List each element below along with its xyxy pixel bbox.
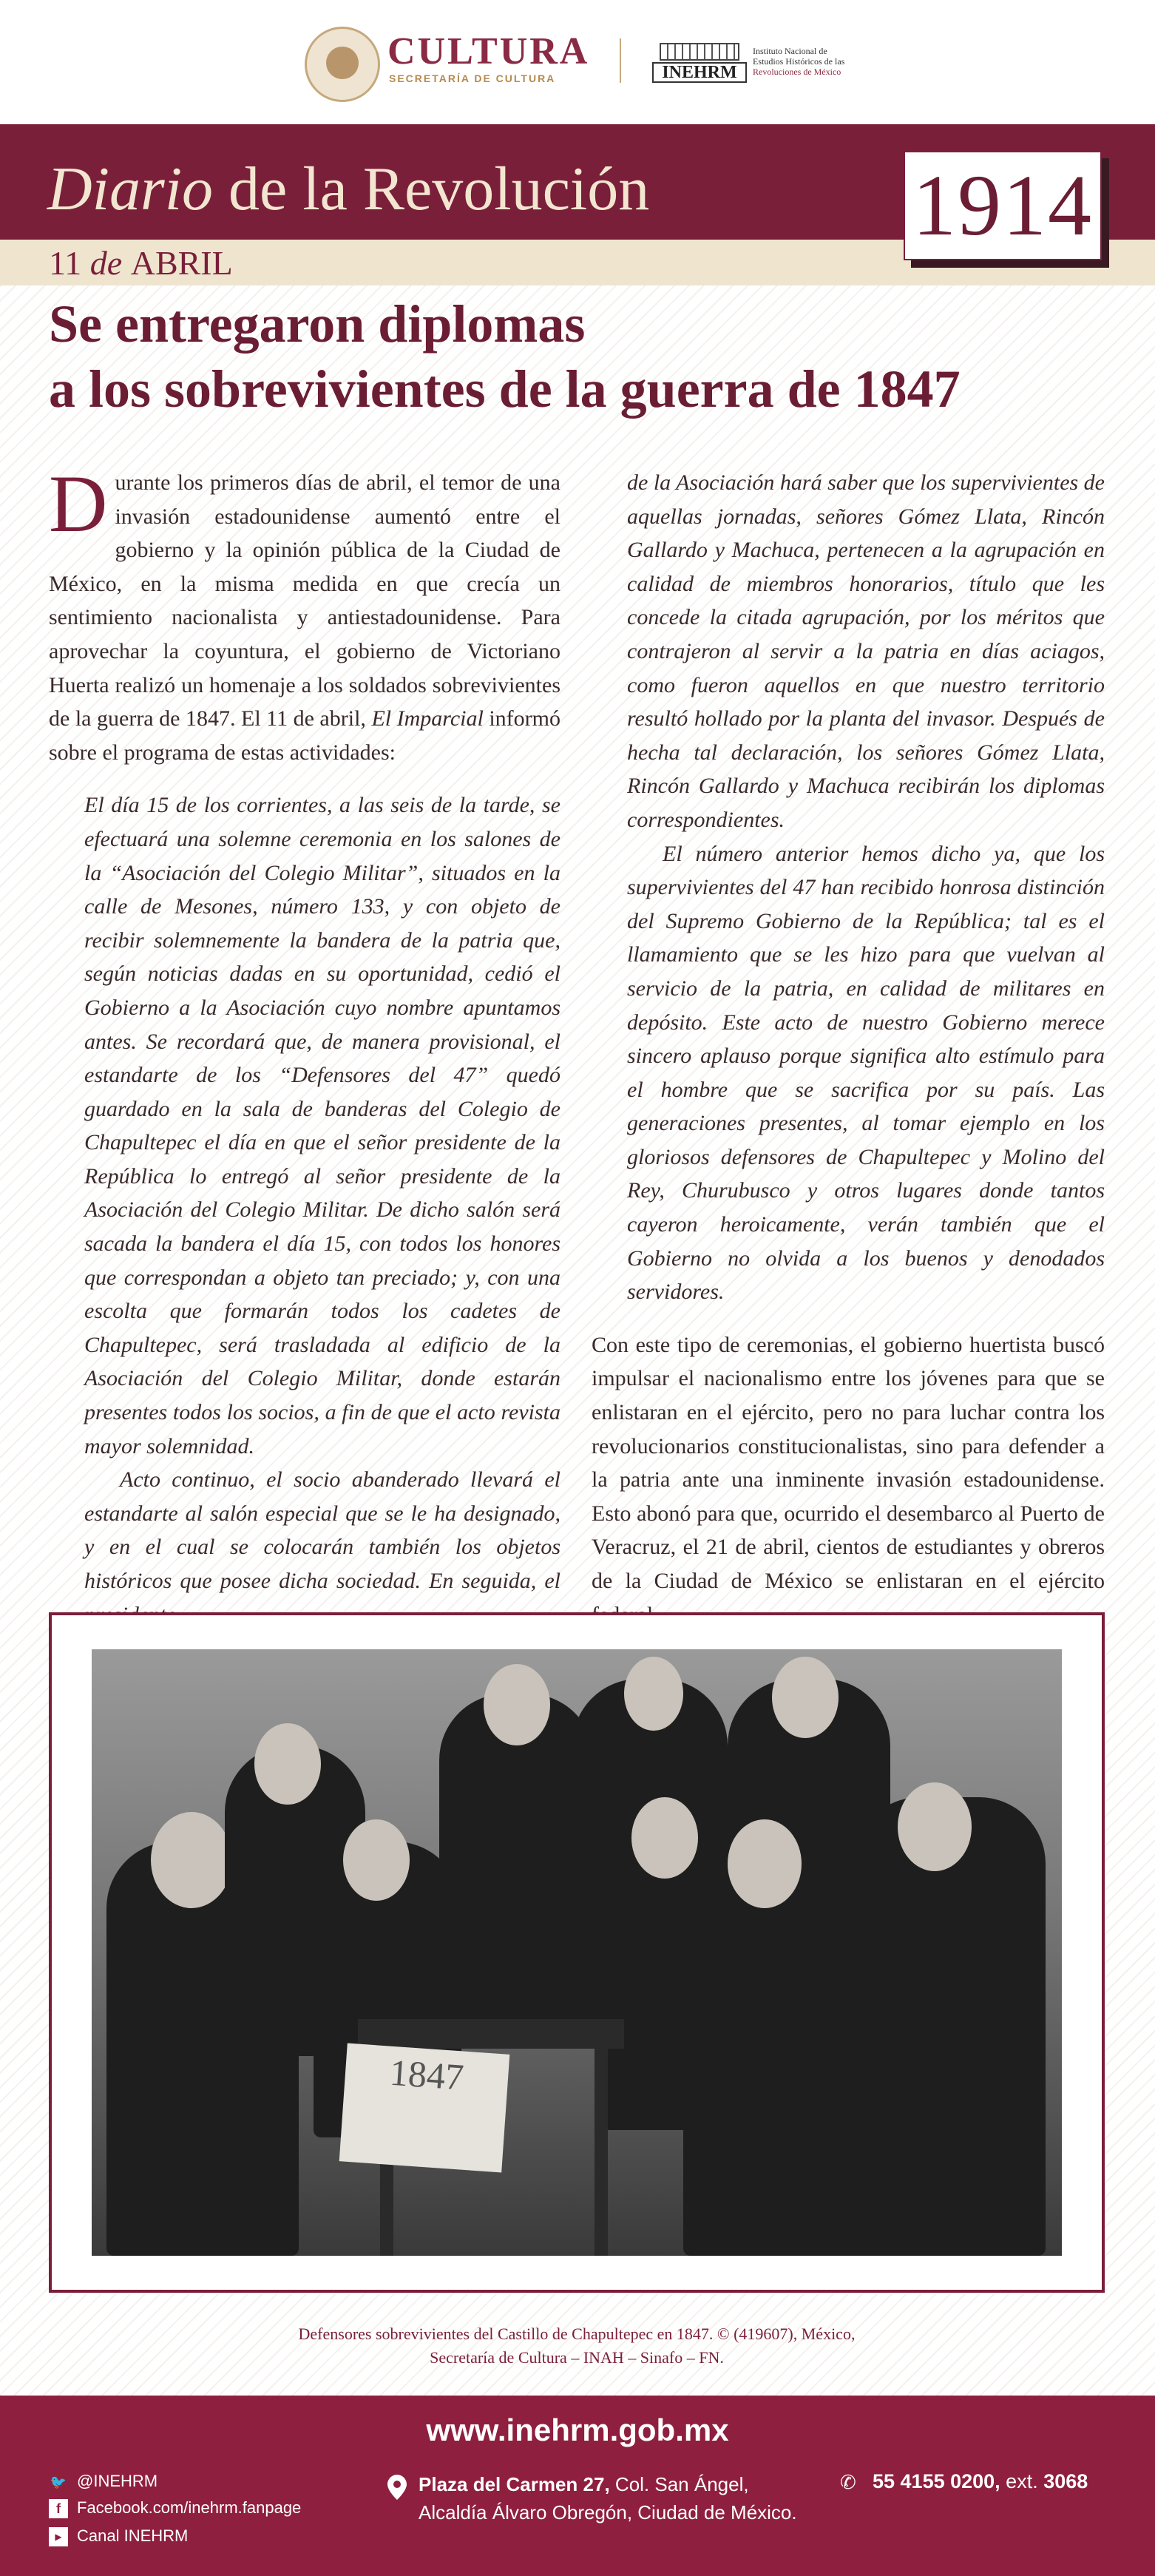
logo-divider xyxy=(620,38,621,83)
phone-number[interactable] xyxy=(873,2470,1088,2493)
headline xyxy=(49,291,1099,422)
headline-line1: Se entregaron diplomas xyxy=(49,294,586,354)
intro-paragraph xyxy=(49,459,560,769)
series-title-italic: Diario xyxy=(47,155,214,223)
photo-table-leg xyxy=(595,2049,608,2256)
inehrm-logo xyxy=(652,43,747,81)
photo-face xyxy=(343,1819,410,1901)
photo-face xyxy=(772,1657,839,1738)
cultura-logo-subtitle: SECRETARÍA DE CULTURA xyxy=(389,72,556,84)
location-pin-icon xyxy=(387,2475,407,2500)
quote-paragraph-4: El número anterior hemos dicho ya, que los supervivientes del 47 han recibido honrosa distinción del Supremo Gobierno de la República; tal es el llamamiento que se les hizo para que vuelvan al servicio de la patria, en calidad de militares en depósito. Este acto de nuestro Gobierno merece sincero aplauso porque significa alto estímulo para el hombre que se sacrifica por su país. Las generaciones presentes, al tomar ejemplo en los gloriosos defensores de Chapultepec y Molino del Rey, Churubusco y otros lugares donde tantos cayeron heroicamente, verán también que el Gobierno no olvida a los buenos y denodados servidores. xyxy=(627,841,1105,1305)
logo-bar xyxy=(0,0,1155,124)
phone-icon: ✆ xyxy=(840,2472,856,2493)
headline-line2: a los sobrevivientes de la guerra de 1847 xyxy=(49,359,961,419)
inehrm-name-line3: Revoluciones de México xyxy=(753,67,841,77)
youtube-channel: Canal INEHRM xyxy=(77,2526,189,2545)
series-title xyxy=(47,152,649,226)
quote-block-left xyxy=(49,788,560,1632)
youtube-icon: ▶ xyxy=(49,2527,68,2546)
website-link[interactable]: www.inehrm.gob.mx xyxy=(426,2413,729,2447)
dropcap: D xyxy=(49,459,108,549)
building-icon xyxy=(660,43,739,61)
photo-placard: 1847 xyxy=(339,2043,510,2173)
intro-text-end: informó sobre el programa de estas actividades: xyxy=(49,706,560,765)
date-day: 11 xyxy=(49,244,82,282)
caption-line2: Secretaría de Cultura – INAH – Sinafo – FN. xyxy=(430,2348,724,2367)
date-de: de xyxy=(81,244,131,282)
inehrm-name-line1: Instituto Nacional de xyxy=(753,46,827,56)
quote-paragraph-3: de la Asociación hará saber que los supervivientes de aquellas jornadas, señores Gómez Llata, Rincón Gallardo y Machuca, pertenecen a la agrupación en calidad de miembros honorarios, título que les concede la citada agrupación, por los méritos que contrajeron al servir a la patria en días aciagos, como fueron aquellos en que nuestro territorio resultó hollado por la planta del invasor. Después de hecha tal declaración, los señores Gómez Llata, Rincón Gallardo y Machuca recibirán los diplomas correspondientes. xyxy=(627,470,1105,832)
quote-block-right xyxy=(592,466,1105,1309)
intro-text: urante los primeros días de abril, el temor de una invasión estadounidense aumentó entre el gobierno y la opinión pública de la Ciudad de México, en la misma medida en que crecía un sentimiento nacionalista y antiestadounidense. Para aprovechar la coyuntura, el gobierno de Victoriano Huerta realizó un homenaje a los soldados sobrevivientes de la guerra de 1847. El 11 de abril, xyxy=(49,470,560,731)
quote-paragraph-1: El día 15 de los corrientes, a las seis de la tarde, se efectuará una solemne ceremonia en los salones de la “Asociación del Colegio Militar”, situados en la calle de Mesones, número 133, y con objeto de recibir solemnemente la bandera de la patria que, según noticias dadas en su oportunidad, cedió el Gobierno a la Asociación cuyo nombre apuntamos antes. Se recordará que, de manera provisional, el estandarte de los “Defensores del 47” quedó guardado en la sala de banderas del Colegio de Chapultepec el día en que el señor presidente de la República lo entregó al señor presidente de la Asociación del Colegio Militar. De dicho salón será sacada la bandera el día 15, con todos los honores que correspondan a objeto tan preciado; y, con una escolta que formarán todos los cadetes de Chapultepec, será trasladada al edificio de la Asociación del Colegio Militar, donde estarán presentes todos los socios, a fin de que el acto revista mayor solemnidad. xyxy=(84,793,560,1458)
facebook-link[interactable] xyxy=(49,2498,301,2518)
photo-face xyxy=(151,1812,232,1908)
photo-caption xyxy=(133,2322,1020,2370)
address-city: Alcaldía Álvaro Obregón, Ciudad de México. xyxy=(419,2501,797,2523)
article-date xyxy=(49,241,233,285)
address-colonia: Col. San Ángel, xyxy=(609,2473,749,2495)
twitter-link[interactable] xyxy=(49,2472,158,2492)
year-box: 1914 xyxy=(904,151,1102,260)
phone-ext: 3068 xyxy=(1043,2470,1088,2492)
twitter-icon: 🐦 xyxy=(50,2475,67,2490)
phone-main: 55 4155 0200, xyxy=(873,2470,1000,2492)
series-title-rest: de la Revolución xyxy=(213,155,650,223)
photo-frame xyxy=(49,1612,1105,2293)
newspaper-name: El Imparcial xyxy=(371,706,484,731)
historical-photo xyxy=(92,1649,1062,2256)
article-column-left xyxy=(49,459,560,1632)
youtube-link[interactable] xyxy=(49,2526,188,2546)
photo-face xyxy=(898,1782,972,1871)
address xyxy=(419,2470,797,2526)
twitter-handle: @INEHRM xyxy=(77,2472,158,2490)
photo-face xyxy=(728,1819,802,1908)
date-month: ABRIL xyxy=(130,244,233,282)
facebook-url: Facebook.com/inehrm.fanpage xyxy=(77,2498,302,2517)
article-column-right xyxy=(592,466,1105,1632)
inehrm-logo-text: INEHRM xyxy=(652,62,747,83)
address-street: Plaza del Carmen 27, xyxy=(419,2473,610,2495)
facebook-icon: f xyxy=(49,2499,68,2518)
closing-paragraph: Con este tipo de ceremonias, el gobierno huertista buscó impulsar el nacionalismo entre los jóvenes para que se enlistaran en el ejército, pero no para luchar contra los revolucionarios constitucionalistas, sino para defender a la patria ante una inminente invasión estadounidense. Esto abonó para que, ocurrido el desembarco al Puerto de Veracruz, el 21 de abril, cientos de estudiantes y obreros de la Ciudad de México se enlistaran en el ejército xyxy=(592,1332,1105,1593)
photo-face xyxy=(484,1664,550,1745)
photo-face xyxy=(631,1797,698,1879)
quote-paragraph-2: Acto continuo, el socio abanderado llevará el estandarte al salón especial que se le ha designado, y en el cual se colocarán también los objetos históricos que posee dicha sociedad. En seguida, el xyxy=(84,1467,560,1593)
inehrm-name-line2: Estudios Históricos de las xyxy=(753,56,845,67)
photo-face xyxy=(624,1657,683,1731)
caption-line1: Defensores sobrevivientes del Castillo de Chapultepec en 1847. © (419607), México, xyxy=(298,2325,856,2343)
spacer xyxy=(592,1309,1105,1328)
photo-face xyxy=(254,1723,321,1805)
inehrm-full-name xyxy=(753,46,844,77)
photo-table xyxy=(358,2019,624,2049)
cultura-logo-text: CULTURA xyxy=(387,30,590,72)
phone-ext-label: ext. xyxy=(1000,2470,1044,2492)
mexico-seal-icon xyxy=(305,27,380,102)
spacer xyxy=(49,769,560,788)
